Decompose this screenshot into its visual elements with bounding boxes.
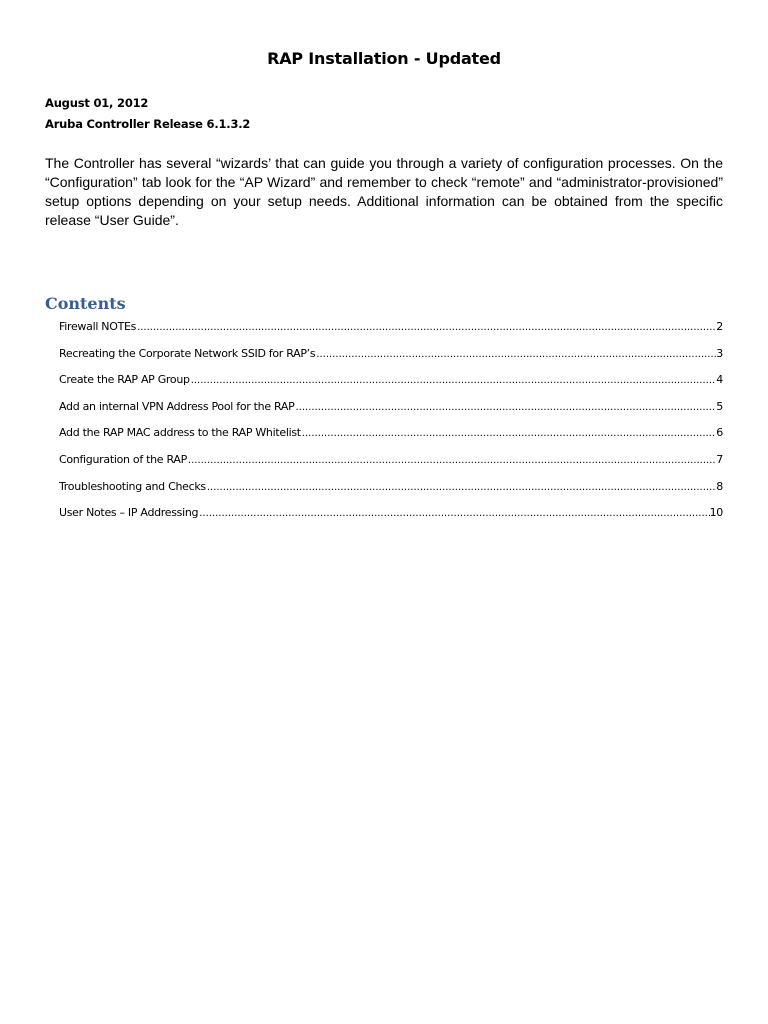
table-of-contents xyxy=(59,318,723,531)
toc-entry-title: Recreating the Corporate Network SSID for RAP’s xyxy=(59,346,316,360)
toc-page-number: 10 xyxy=(709,506,723,520)
toc-dot-leader xyxy=(206,479,716,497)
toc-page-number: 3 xyxy=(716,346,723,360)
toc-page-number: 8 xyxy=(716,479,723,493)
toc-dot-leader xyxy=(315,346,716,364)
toc-dot-leader xyxy=(198,505,709,523)
toc-entry-firewall-notes[interactable] xyxy=(59,318,723,345)
toc-dot-leader xyxy=(301,425,717,443)
toc-entry-title: Add the RAP MAC address to the RAP Whitelist xyxy=(59,426,301,440)
toc-entry-title: Troubleshooting and Checks xyxy=(59,479,206,493)
toc-entry-title: Configuration of the RAP xyxy=(59,452,187,466)
toc-entry-ip-addressing[interactable] xyxy=(59,504,723,531)
toc-entry-title: User Notes – IP Addressing xyxy=(59,506,199,520)
toc-entry-title: Create the RAP AP Group xyxy=(59,373,190,387)
toc-dot-leader xyxy=(136,319,716,337)
toc-entry-title: Firewall NOTEs xyxy=(59,320,137,333)
toc-page-number: 2 xyxy=(716,320,723,333)
toc-page-number: 5 xyxy=(716,399,723,413)
document-title: RAP Installation - Updated xyxy=(267,49,501,68)
toc-entry-troubleshooting[interactable] xyxy=(59,478,723,505)
toc-dot-leader xyxy=(294,399,716,417)
toc-entry-rap-whitelist[interactable] xyxy=(59,424,723,451)
toc-page-number: 7 xyxy=(716,452,723,466)
toc-entry-corporate-ssid[interactable] xyxy=(59,345,723,372)
toc-entry-title: Add an internal VPN Address Pool for the RAP xyxy=(59,399,295,413)
contents-heading: Contents xyxy=(45,294,126,313)
toc-page-number: 6 xyxy=(716,426,723,440)
controller-release: Aruba Controller Release 6.1.3.2 xyxy=(45,117,251,131)
toc-entry-vpn-address-pool[interactable] xyxy=(59,398,723,425)
toc-entry-rap-configuration[interactable] xyxy=(59,451,723,478)
toc-page-number: 4 xyxy=(716,373,723,387)
intro-paragraph: The Controller has several “wizards’ that can guide you through a variety of configuration processes. On the “Configuration” tab look for the “AP Wizard” and remember to check “remote” and “administrator-provisioned” setup options depending on your setup needs. Additional information can be obtained from the specific release “User Guide”. xyxy=(45,155,723,228)
toc-entry-rap-ap-group[interactable] xyxy=(59,371,723,398)
toc-dot-leader xyxy=(187,452,716,470)
document-date: August 01, 2012 xyxy=(45,96,149,110)
toc-dot-leader xyxy=(190,372,717,390)
